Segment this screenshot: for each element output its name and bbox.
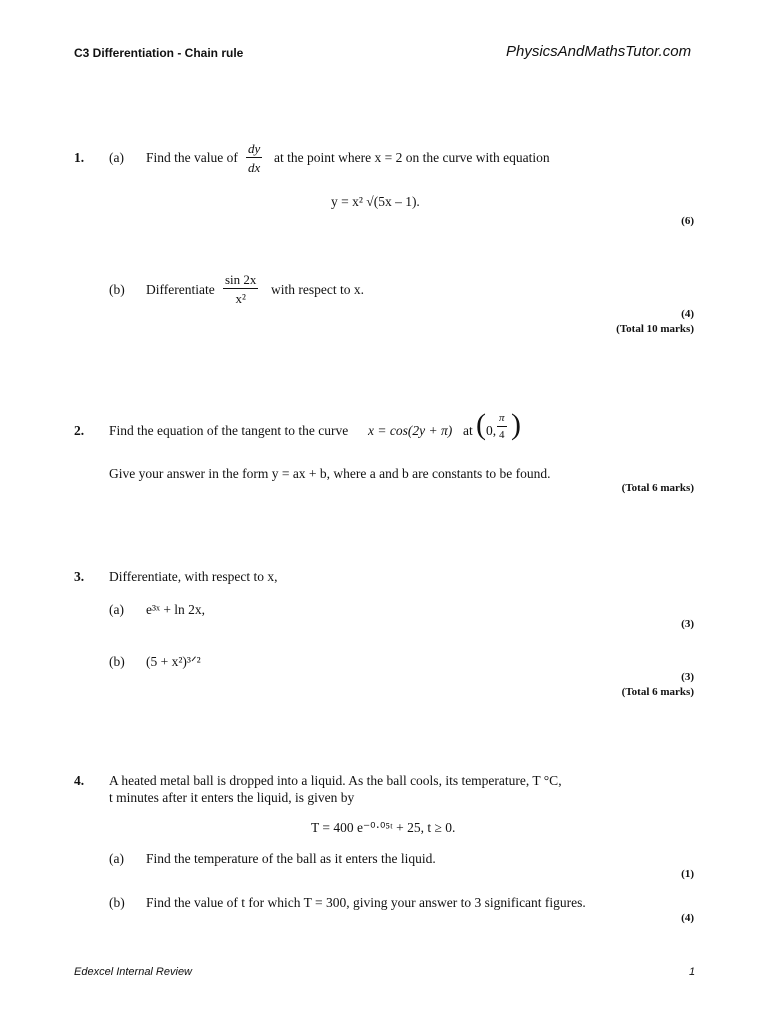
q4-equation: T = 400 e⁻⁰·⁰⁵ᵗ + 25, t ≥ 0. [311, 820, 456, 835]
document-title: C3 Differentiation - Chain rule [74, 46, 244, 60]
q1a-text-after: at the point where x = 2 on the curve with equation [274, 150, 550, 165]
q3-total-marks: (Total 6 marks) [621, 686, 694, 698]
q1a-marks: (6) [681, 215, 694, 227]
q2-paren-left: ( [476, 408, 486, 441]
q2-point-fraction [497, 413, 507, 441]
q4b-marks: (4) [681, 912, 694, 924]
q2-point-x: 0, [486, 423, 497, 438]
q2-point-numerator: π [497, 413, 507, 427]
question-number-1: 1. [74, 150, 85, 165]
q1a-frac-numerator: dy [248, 141, 261, 156]
q4-line-1: A heated metal ball is dropped into a liquid. As the ball cools, its temperature, T °C, [109, 773, 562, 788]
q2-text-before: Find the equation of the tangent to the curve [109, 423, 349, 438]
q1a-text-before: Find the value of [146, 150, 238, 165]
q3a-expression: e³ˣ + ln 2x, [146, 602, 206, 617]
q2-total-marks: (Total 6 marks) [621, 482, 694, 494]
q2-point-denominator: 4 [499, 429, 505, 441]
q1b-frac-numerator: sin 2x [225, 272, 257, 287]
q4a-text: Find the temperature of the ball as it enters the liquid. [146, 851, 436, 866]
q1a-fraction [246, 142, 262, 174]
q4-line-2: t minutes after it enters the liquid, is given by [109, 790, 355, 805]
q3a-label: (a) [109, 602, 124, 617]
q1b-marks: (4) [681, 308, 694, 320]
q4b-label: (b) [109, 895, 125, 910]
q3-intro: Differentiate, with respect to x, [109, 569, 278, 584]
q3b-label: (b) [109, 654, 125, 669]
q1a-equation: y = x² √(5x – 1). [331, 194, 420, 209]
q4a-marks: (1) [681, 868, 694, 880]
footer-source: Edexcel Internal Review [74, 966, 193, 978]
q4b-text: Find the value of t for which T = 300, giving your answer to 3 significant figures. [146, 895, 586, 910]
q1b-label: (b) [109, 282, 125, 297]
q1-total-marks: (Total 10 marks) [616, 323, 694, 335]
page-number: 1 [689, 966, 696, 978]
question-number-4: 4. [74, 773, 85, 788]
site-name: PhysicsAndMathsTutor.com [506, 43, 692, 60]
q1a-frac-denominator: dx [248, 160, 261, 175]
question-number-3: 3. [74, 569, 85, 584]
q3b-marks: (3) [681, 671, 694, 683]
q3b-expression: (5 + x²)³ᐟ² [146, 654, 201, 669]
q1b-frac-denominator: x² [235, 291, 246, 306]
q2-equation: x = cos(2y + π) [368, 423, 453, 438]
q1b-text-before: Differentiate [146, 282, 215, 297]
q2-at: at [463, 423, 473, 438]
q1b-text-after: with respect to x. [271, 282, 364, 297]
question-number-2: 2. [74, 423, 85, 438]
q1b-fraction [223, 273, 258, 305]
q2-instruction: Give your answer in the form y = ax + b, where a and b are constants to be found. [109, 466, 551, 481]
q2-paren-right: ) [511, 408, 521, 441]
q4a-label: (a) [109, 851, 124, 866]
q1a-label: (a) [109, 150, 124, 165]
q3a-marks: (3) [681, 618, 694, 630]
